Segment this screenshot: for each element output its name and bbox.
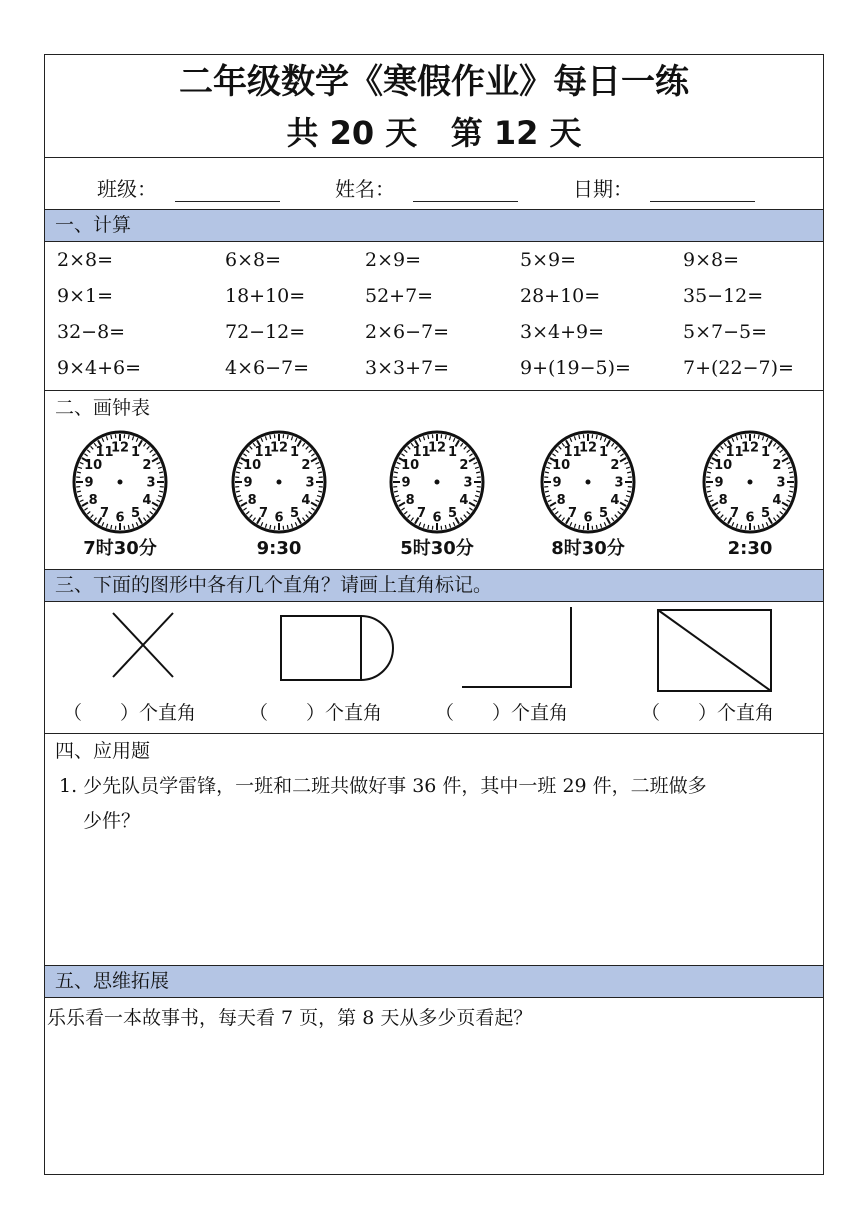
section-calc-heading: 一、计算 bbox=[55, 214, 132, 236]
divider bbox=[45, 569, 823, 570]
calc-problem[interactable]: 9×1= bbox=[57, 285, 114, 307]
clock-number: 6 bbox=[745, 510, 755, 526]
clock-number: 1 bbox=[760, 445, 771, 461]
clock-number: 4 bbox=[301, 493, 311, 508]
divider bbox=[45, 390, 823, 391]
clock-number: 9 bbox=[243, 475, 253, 491]
clock-number: 7 bbox=[729, 505, 740, 521]
rect-semicircle-shape bbox=[275, 611, 395, 687]
clock-number: 9 bbox=[714, 475, 724, 491]
clock-number: 11 bbox=[563, 445, 582, 461]
clock-number: 5 bbox=[447, 505, 458, 521]
clock-face[interactable] bbox=[227, 426, 331, 538]
clock-number: 2 bbox=[610, 458, 620, 473]
clock-number: 12 bbox=[740, 440, 760, 456]
clock-face[interactable] bbox=[385, 426, 489, 538]
section-calc-header bbox=[45, 209, 823, 241]
clock-number: 2 bbox=[772, 458, 782, 473]
clock-number: 12 bbox=[269, 440, 289, 456]
clock-number: 5 bbox=[289, 505, 300, 521]
clock-number: 1 bbox=[598, 445, 609, 461]
calc-problem[interactable]: 9+(19−5)= bbox=[520, 357, 631, 379]
clock-number: 7 bbox=[416, 505, 427, 521]
divider bbox=[45, 209, 823, 210]
section-word-problem-heading: 四、应用题 bbox=[55, 740, 151, 762]
clock-time-label: 7时30分 bbox=[83, 538, 157, 559]
clock-number: 3 bbox=[463, 475, 473, 491]
rect-diagonal-shape bbox=[651, 605, 781, 697]
clock-number: 4 bbox=[772, 493, 782, 508]
clock-time-label: 5时30分 bbox=[400, 538, 474, 559]
calc-problem[interactable]: 9×8= bbox=[683, 249, 740, 271]
clock-number: 6 bbox=[115, 510, 125, 526]
class-label: 班级： bbox=[97, 177, 157, 201]
word-problem-answer-area[interactable] bbox=[45, 845, 823, 965]
calc-problem[interactable]: 52+7= bbox=[365, 285, 434, 307]
right-angle-shape bbox=[455, 603, 585, 693]
answer-blank-3[interactable]: （ ）个直角 bbox=[435, 702, 569, 724]
clock-number: 11 bbox=[95, 445, 114, 461]
date-field[interactable] bbox=[650, 201, 755, 202]
clock-number: 6 bbox=[432, 510, 442, 526]
clock-number: 8 bbox=[405, 493, 415, 508]
divider bbox=[45, 997, 823, 998]
clock-time-label: 2:30 bbox=[727, 538, 773, 559]
clock-number: 8 bbox=[88, 493, 98, 508]
clock-face[interactable] bbox=[536, 426, 640, 538]
clock-number: 12 bbox=[110, 440, 130, 456]
section-angle-header bbox=[45, 569, 823, 601]
clock-number: 2 bbox=[301, 458, 311, 473]
clock-number: 5 bbox=[760, 505, 771, 521]
calc-problem[interactable]: 18+10= bbox=[225, 285, 306, 307]
section-angle-heading: 三、下面的图形中各有几个直角？请画上直角标记。 bbox=[55, 574, 493, 596]
answer-blank-1[interactable]: （ ）个直角 bbox=[63, 702, 197, 724]
clock-number: 8 bbox=[247, 493, 257, 508]
worksheet-title: 二年级数学《寒假作业》每日一练 bbox=[179, 62, 689, 102]
clock-number: 4 bbox=[610, 493, 620, 508]
section-thinking-heading: 五、思维拓展 bbox=[55, 970, 170, 992]
clock-number: 3 bbox=[146, 475, 156, 491]
divider bbox=[45, 733, 823, 734]
clock-number: 1 bbox=[289, 445, 300, 461]
thinking-answer-area[interactable] bbox=[45, 1040, 823, 1170]
calc-problem[interactable]: 7+(22−7)= bbox=[683, 357, 794, 379]
clock-number: 8 bbox=[556, 493, 566, 508]
clock-number: 10 bbox=[401, 458, 420, 473]
calc-problem[interactable]: 2×8= bbox=[57, 249, 114, 271]
word-problem-line-1: 1. 少先队员学雷锋，一班和二班共做好事 36 件，其中一班 29 件，二班做多 bbox=[59, 775, 707, 797]
clock-number: 12 bbox=[578, 440, 598, 456]
divider bbox=[45, 241, 823, 242]
answer-blank-2[interactable]: （ ）个直角 bbox=[249, 702, 383, 724]
clock-number: 5 bbox=[130, 505, 141, 521]
thinking-problem-text: 乐乐看一本故事书，每天看 7 页，第 8 天从多少页看起？ bbox=[47, 1007, 533, 1029]
clock-number: 2 bbox=[459, 458, 469, 473]
clock-number: 10 bbox=[84, 458, 103, 473]
clock-face[interactable] bbox=[68, 426, 172, 538]
calc-problem[interactable]: 2×9= bbox=[365, 249, 422, 271]
calc-problem[interactable]: 32−8= bbox=[57, 321, 126, 343]
clock-number: 1 bbox=[447, 445, 458, 461]
clock-number: 7 bbox=[567, 505, 578, 521]
name-field[interactable] bbox=[413, 201, 518, 202]
worksheet-subtitle: 共 20 天 第 12 天 bbox=[286, 114, 582, 152]
clock-number: 3 bbox=[776, 475, 786, 491]
clock-number: 12 bbox=[427, 440, 447, 456]
calc-problem[interactable]: 72−12= bbox=[225, 321, 306, 343]
clock-number: 2 bbox=[142, 458, 152, 473]
clock-number: 11 bbox=[412, 445, 431, 461]
worksheet bbox=[44, 54, 824, 1175]
date-label: 日期： bbox=[573, 177, 633, 201]
section-thinking-header bbox=[45, 965, 823, 997]
clock-number: 10 bbox=[552, 458, 571, 473]
calc-problem[interactable]: 3×3+7= bbox=[365, 357, 450, 379]
clock-number: 6 bbox=[583, 510, 593, 526]
clock-number: 6 bbox=[274, 510, 284, 526]
clock-number: 3 bbox=[614, 475, 624, 491]
calc-problem[interactable]: 5×9= bbox=[520, 249, 577, 271]
clock-number: 11 bbox=[254, 445, 273, 461]
clock-number: 1 bbox=[130, 445, 141, 461]
calc-problem[interactable]: 5×7−5= bbox=[683, 321, 768, 343]
clock-number: 4 bbox=[142, 493, 152, 508]
clock-number: 11 bbox=[725, 445, 744, 461]
calc-problem[interactable]: 35−12= bbox=[683, 285, 764, 307]
clock-number: 7 bbox=[258, 505, 269, 521]
clock-number: 5 bbox=[598, 505, 609, 521]
divider bbox=[45, 601, 823, 602]
class-field[interactable] bbox=[175, 201, 280, 202]
clock-number: 4 bbox=[459, 493, 469, 508]
clock-number: 9 bbox=[552, 475, 562, 491]
divider bbox=[45, 965, 823, 966]
calc-problem[interactable]: 6×8= bbox=[225, 249, 282, 271]
crossed-lines-shape bbox=[105, 607, 185, 687]
clock-time-label: 9:30 bbox=[256, 538, 302, 559]
clock-face[interactable] bbox=[698, 426, 802, 538]
clock-number: 8 bbox=[718, 493, 728, 508]
section-clock-heading: 二、画钟表 bbox=[55, 397, 151, 419]
calc-problem[interactable]: 2×6−7= bbox=[365, 321, 450, 343]
calc-problem[interactable]: 9×4+6= bbox=[57, 357, 142, 379]
clock-number: 7 bbox=[99, 505, 110, 521]
divider bbox=[45, 157, 823, 158]
clock-time-label: 8时30分 bbox=[551, 538, 625, 559]
name-label: 姓名： bbox=[335, 177, 395, 201]
clock-number: 9 bbox=[84, 475, 94, 491]
calc-problem[interactable]: 4×6−7= bbox=[225, 357, 310, 379]
clock-number: 10 bbox=[714, 458, 733, 473]
clock-number: 9 bbox=[401, 475, 411, 491]
calc-problem[interactable]: 28+10= bbox=[520, 285, 601, 307]
clock-number: 3 bbox=[305, 475, 315, 491]
calc-problem[interactable]: 3×4+9= bbox=[520, 321, 605, 343]
answer-blank-4[interactable]: （ ）个直角 bbox=[641, 702, 775, 724]
clock-number: 10 bbox=[243, 458, 262, 473]
word-problem-line-2: 少件？ bbox=[83, 810, 141, 832]
